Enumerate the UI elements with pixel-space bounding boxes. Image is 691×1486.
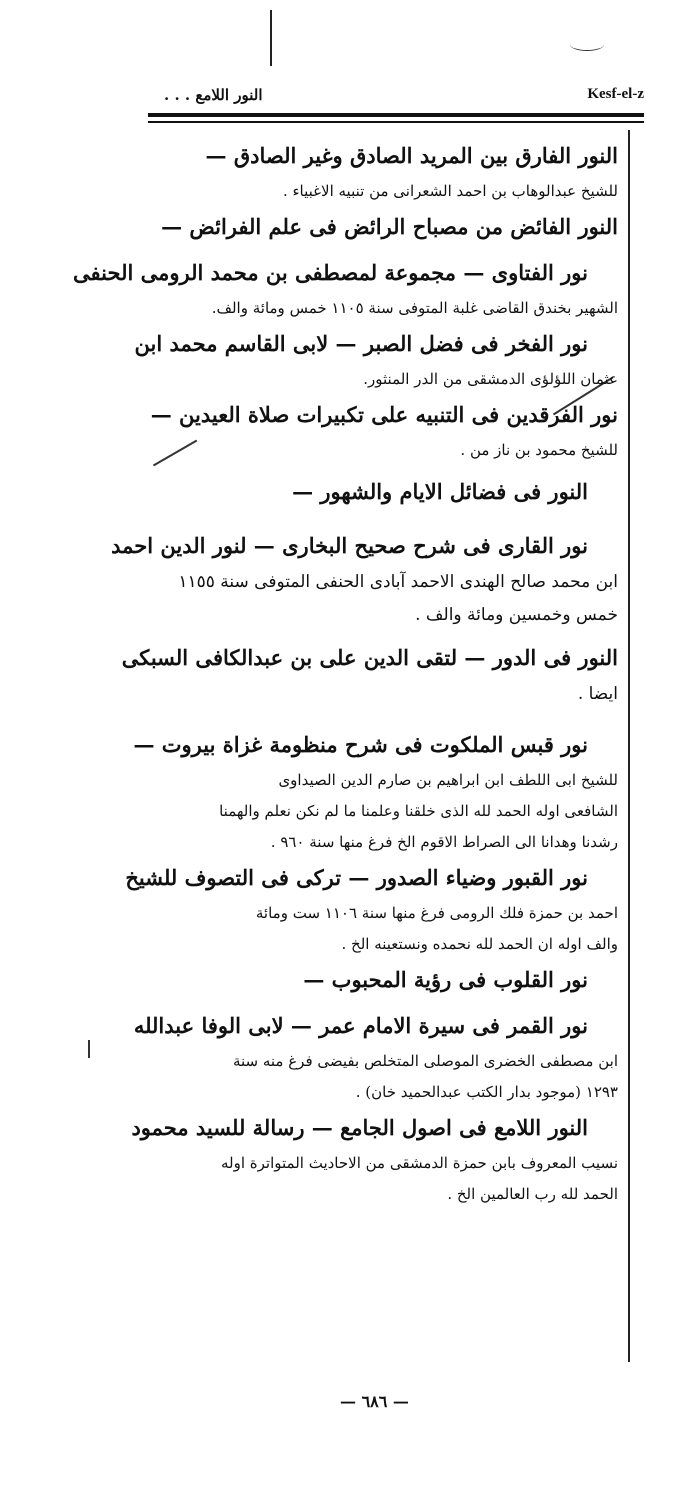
running-title: النور اللامع . . .: [164, 86, 263, 104]
entry: [158, 207, 618, 247]
page-number: — ٦٨٦ —: [340, 1392, 409, 1411]
text-column: [73, 136, 618, 1396]
header-rule-thin: [148, 121, 644, 123]
pen-mark: [88, 1040, 90, 1058]
entry: [111, 526, 618, 632]
entry-title: النور فى فضائل الايام والشهور —: [292, 479, 588, 504]
entry: [133, 725, 618, 858]
entry: [158, 136, 618, 207]
entry-title: نور القمر فى سيرة الامام عمر — لابى الوفا عبدالله: [133, 1013, 588, 1038]
entry-line: والف اوله ان الحمد لله نحمده ونستعينه الخ .: [341, 935, 618, 953]
entry-line: الحمد لله رب العالمين الخ .: [447, 1185, 618, 1203]
entry-line: ١٢٩٣ (موجود بدار الكتب عبدالحميد خان) .: [355, 1083, 618, 1101]
entry-line: خمس وخمسين ومائة والف .: [415, 605, 618, 625]
entry: [121, 638, 618, 711]
entry-title: نور القارى فى شرح صحيح البخارى — لنور الدين احمد: [111, 533, 588, 558]
header-rule-thick: [148, 113, 644, 117]
entry-line: ايضا .: [577, 684, 618, 704]
entry-title: نور الفخر فى فضل الصبر — لابى القاسم محمد ابن: [134, 331, 588, 356]
entry-line: نسيب المعروف بابن حمزة الدمشقى من الاحاديث المتواترة اوله: [221, 1154, 618, 1172]
entry-title: نور الفرقدين فى التنبيه على تكبيرات صلاة العيدين —: [150, 402, 618, 427]
entry-title: النور فى الدور — لتقى الدين على بن عبدالكافى السبكى: [121, 645, 618, 670]
entry-line: الشهير بخندق القاضى غلبة المتوفى سنة ١١٠٥ خمس ومائة والف.: [211, 299, 618, 317]
entry-line: الشافعى اوله الحمد لله الذى خلقنا وعلمنا ما لم نكن نعلم والهمنا: [219, 802, 618, 820]
entry-line: رشدنا وهدانا الى الصراط الاقوم الخ فرغ منها سنة ٩٦٠ .: [270, 833, 618, 851]
entry: [150, 395, 618, 466]
scan-mark-curve: [570, 38, 604, 51]
entry-title: النور الفائض من مصباح الرائض فى علم الفرائض —: [161, 214, 618, 239]
entry-line: ابن محمد صالح الهندى الاحمد آبادى الحنفى المتوفى سنة ١١٥٥: [178, 572, 618, 592]
entry: [73, 253, 618, 324]
entry-line: للشيخ عبدالوهاب بن احمد الشعرانى من تنبيه الاغبياء .: [282, 182, 618, 200]
entry: [125, 858, 618, 960]
entry-title: النور الفارق بين المريد الصادق وغير الصادق —: [205, 143, 618, 168]
entry-title: نور الفتاوى — مجموعة لمصطفى بن محمد الرومى الحنفى: [73, 260, 588, 285]
page-header: [148, 86, 644, 108]
entry-line: للشيخ محمود بن ناز من .: [460, 441, 618, 459]
entry: [158, 472, 618, 512]
entry: [131, 1108, 618, 1210]
entry-title: نور قبس الملكوت فى شرح منظومة غزاة بيروت —: [133, 732, 588, 757]
entry-line: احمد بن حمزة فلك الرومى فرغ منها سنة ١١٠٦ ست ومائة: [255, 904, 618, 922]
book-label: Kesf-el-z: [587, 86, 644, 102]
entry-title: نور القلوب فى رؤية المحبوب —: [303, 967, 588, 992]
entry: [158, 960, 618, 1000]
entry-title: نور القبور وضياء الصدور — تركى فى التصوف للشيخ: [125, 865, 588, 890]
entry-title: النور اللامع فى اصول الجامع — رسالة للسيد محمود: [131, 1115, 588, 1140]
entry-line: عثمان اللؤلؤى الدمشقى من الدر المنثور.: [363, 370, 618, 388]
scan-mark: [270, 10, 272, 66]
entry: [134, 324, 618, 395]
margin-line: [628, 130, 630, 1362]
entry-line: ابن مصطفى الخضرى الموصلى المتخلص بفيضى فرغ منه سنة: [232, 1052, 618, 1070]
entry-line: للشيخ ابى اللطف ابن ابراهيم بن صارم الدين الصيداوى: [278, 771, 618, 789]
entry: [133, 1006, 618, 1108]
